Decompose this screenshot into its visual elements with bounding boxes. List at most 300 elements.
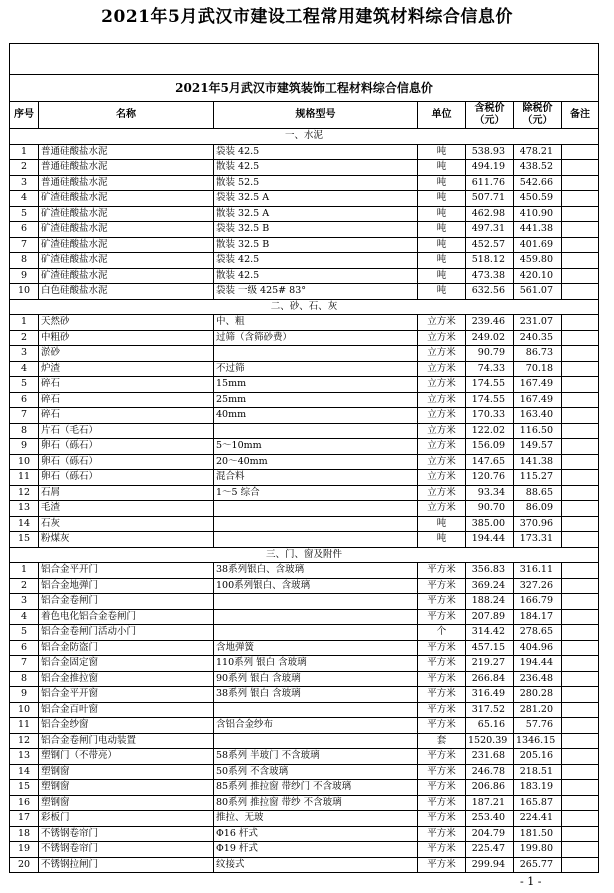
page-number: - 1 - [520, 875, 542, 888]
cell-spec [214, 594, 418, 610]
cell-unit: 吨 [418, 144, 466, 160]
cell-price-notax: 167.49 [514, 392, 562, 408]
cell-price-tax: 174.55 [466, 392, 514, 408]
cell-spec [214, 423, 418, 439]
cell-price-tax: 538.93 [466, 144, 514, 160]
cell-unit: 立方米 [418, 330, 466, 346]
cell-note [562, 237, 599, 253]
cell-note [562, 640, 599, 656]
cell-name: 铝合金平开窗 [39, 687, 214, 703]
cell-no: 8 [10, 253, 39, 269]
cell-price-notax: 183.19 [514, 780, 562, 796]
cell-note [562, 780, 599, 796]
cell-no: 2 [10, 578, 39, 594]
cell-price-notax: 280.28 [514, 687, 562, 703]
cell-name: 卵石（砾石） [39, 454, 214, 470]
table-row [10, 563, 599, 579]
table-row [10, 609, 599, 625]
cell-spec: 25mm [214, 392, 418, 408]
cell-unit: 平方米 [418, 578, 466, 594]
cell-name: 矿渣硅酸盐水泥 [39, 237, 214, 253]
cell-unit: 平方米 [418, 687, 466, 703]
cell-name: 矿渣硅酸盐水泥 [39, 191, 214, 207]
cell-name: 着色电化铝合金卷闸门 [39, 609, 214, 625]
cell-spec: 袋装 一级 425# 83° [214, 284, 418, 300]
cell-price-notax: 316.11 [514, 563, 562, 579]
cell-spec: 纹接式 [214, 857, 418, 873]
cell-price-tax: 239.46 [466, 315, 514, 331]
cell-spec [214, 609, 418, 625]
cell-price-tax: 457.15 [466, 640, 514, 656]
cell-name: 天然砂 [39, 315, 214, 331]
cell-note [562, 160, 599, 176]
cell-note [562, 749, 599, 765]
table-row [10, 144, 599, 160]
cell-price-notax: 167.49 [514, 377, 562, 393]
cell-spec: 袋装 32.5 A [214, 191, 418, 207]
cell-name: 毛渣 [39, 501, 214, 517]
cell-spec: 过筛（含筛砂费） [214, 330, 418, 346]
table-subtitle: 2021年5月武汉市建筑装饰工程材料综合信息价 [10, 75, 599, 102]
cell-price-tax: 462.98 [466, 206, 514, 222]
cell-unit: 吨 [418, 253, 466, 269]
cell-price-tax: 231.68 [466, 749, 514, 765]
cell-unit: 立方米 [418, 501, 466, 517]
cell-name: 卵石（砾石） [39, 439, 214, 455]
cell-price-tax: 246.78 [466, 764, 514, 780]
cell-unit: 立方米 [418, 408, 466, 424]
cell-spec: 5～10mm [214, 439, 418, 455]
cell-price-tax: 219.27 [466, 656, 514, 672]
cell-unit: 个 [418, 625, 466, 641]
cell-no: 5 [10, 625, 39, 641]
cell-spec: 中、粗 [214, 315, 418, 331]
column-header-row [10, 102, 599, 129]
cell-name: 淤砂 [39, 346, 214, 362]
table-row [10, 702, 599, 718]
cell-name: 不锈钢卷帘门 [39, 826, 214, 842]
table-row [10, 857, 599, 873]
cell-price-tax: 473.38 [466, 268, 514, 284]
table-row [10, 454, 599, 470]
cell-note [562, 687, 599, 703]
category-title: 二、砂、石、灰 [10, 299, 599, 315]
cell-price-tax: 93.34 [466, 485, 514, 501]
cell-name: 中粗砂 [39, 330, 214, 346]
cell-unit: 平方米 [418, 780, 466, 796]
cell-price-notax: 149.57 [514, 439, 562, 455]
cell-spec [214, 346, 418, 362]
category-row [10, 299, 599, 315]
cell-no: 14 [10, 516, 39, 532]
table-row [10, 795, 599, 811]
cell-note [562, 733, 599, 749]
cell-no: 17 [10, 811, 39, 827]
cell-spec: 含地弹簧 [214, 640, 418, 656]
cell-name: 铝合金推拉窗 [39, 671, 214, 687]
cell-name: 铝合金纱窗 [39, 718, 214, 734]
cell-name: 普通硅酸盐水泥 [39, 175, 214, 191]
cell-note [562, 284, 599, 300]
cell-price-notax: 173.31 [514, 532, 562, 548]
cell-price-notax: 86.73 [514, 346, 562, 362]
cell-name: 矿渣硅酸盐水泥 [39, 222, 214, 238]
header-name: 名称 [39, 102, 214, 129]
cell-spec [214, 733, 418, 749]
header-no: 序号 [10, 102, 39, 129]
cell-price-tax: 316.49 [466, 687, 514, 703]
cell-price-notax: 57.76 [514, 718, 562, 734]
cell-spec: 110系列 银白 含玻璃 [214, 656, 418, 672]
cell-spec: 袋装 32.5 B [214, 222, 418, 238]
cell-spec: 散装 52.5 [214, 175, 418, 191]
header-spec: 规格型号 [214, 102, 418, 129]
cell-name: 不锈钢卷帘门 [39, 842, 214, 858]
cell-name: 白色硅酸盐水泥 [39, 284, 214, 300]
cell-unit: 平方米 [418, 764, 466, 780]
cell-unit: 平方米 [418, 594, 466, 610]
cell-note [562, 485, 599, 501]
cell-price-tax: 452.57 [466, 237, 514, 253]
cell-name: 矿渣硅酸盐水泥 [39, 268, 214, 284]
cell-spec: 袋装 42.5 [214, 144, 418, 160]
cell-price-tax: 174.55 [466, 377, 514, 393]
table-row [10, 330, 599, 346]
cell-note [562, 408, 599, 424]
cell-no: 3 [10, 175, 39, 191]
cell-note [562, 795, 599, 811]
cell-price-tax: 1520.39 [466, 733, 514, 749]
table-row [10, 687, 599, 703]
cell-note [562, 826, 599, 842]
cell-name: 塑钢门（不带亮） [39, 749, 214, 765]
cell-price-tax: 156.09 [466, 439, 514, 455]
cell-no: 9 [10, 687, 39, 703]
cell-price-tax: 147.65 [466, 454, 514, 470]
cell-unit: 吨 [418, 206, 466, 222]
cell-spec [214, 625, 418, 641]
table-row [10, 640, 599, 656]
cell-name: 石屑 [39, 485, 214, 501]
cell-name: 卵石（砾石） [39, 470, 214, 486]
cell-spec: 90系列 银白 含玻璃 [214, 671, 418, 687]
cell-price-notax: 410.90 [514, 206, 562, 222]
category-row [10, 129, 599, 145]
cell-no: 12 [10, 733, 39, 749]
cell-price-tax: 369.24 [466, 578, 514, 594]
cell-no: 8 [10, 423, 39, 439]
cell-unit: 立方米 [418, 439, 466, 455]
cell-price-notax: 194.44 [514, 656, 562, 672]
cell-price-notax: 218.51 [514, 764, 562, 780]
table-row [10, 237, 599, 253]
cell-no: 2 [10, 330, 39, 346]
cell-price-notax: 561.07 [514, 284, 562, 300]
cell-price-tax: 90.79 [466, 346, 514, 362]
cell-name: 铝合金平开门 [39, 563, 214, 579]
cell-name: 不锈钢拉闸门 [39, 857, 214, 873]
cell-price-tax: 385.00 [466, 516, 514, 532]
cell-no: 2 [10, 160, 39, 176]
cell-note [562, 609, 599, 625]
cell-price-tax: 253.40 [466, 811, 514, 827]
table-row [10, 656, 599, 672]
cell-name: 铝合金固定窗 [39, 656, 214, 672]
cell-no: 6 [10, 640, 39, 656]
cell-name: 普通硅酸盐水泥 [39, 144, 214, 160]
cell-name: 普通硅酸盐水泥 [39, 160, 214, 176]
cell-unit: 平方米 [418, 749, 466, 765]
cell-price-tax: 122.02 [466, 423, 514, 439]
cell-unit: 平方米 [418, 609, 466, 625]
table-row [10, 315, 599, 331]
cell-price-notax: 166.79 [514, 594, 562, 610]
cell-spec: 散装 42.5 [214, 268, 418, 284]
cell-spec: 散装 32.5 A [214, 206, 418, 222]
cell-no: 18 [10, 826, 39, 842]
cell-no: 7 [10, 408, 39, 424]
table-row [10, 764, 599, 780]
table-row [10, 160, 599, 176]
cell-price-notax: 70.18 [514, 361, 562, 377]
cell-price-notax: 478.21 [514, 144, 562, 160]
cell-price-tax: 204.79 [466, 826, 514, 842]
cell-spec: 混合料 [214, 470, 418, 486]
cell-unit: 平方米 [418, 842, 466, 858]
table-row [10, 594, 599, 610]
header-price-tax: 含税价（元） [466, 102, 514, 129]
cell-unit: 平方米 [418, 795, 466, 811]
cell-unit: 吨 [418, 237, 466, 253]
cell-name: 塑钢窗 [39, 764, 214, 780]
cell-note [562, 315, 599, 331]
cell-no: 1 [10, 563, 39, 579]
cell-price-tax: 317.52 [466, 702, 514, 718]
category-row [10, 547, 599, 563]
cell-price-notax: 327.26 [514, 578, 562, 594]
cell-unit: 套 [418, 733, 466, 749]
cell-no: 11 [10, 718, 39, 734]
cell-spec: 15mm [214, 377, 418, 393]
cell-unit: 平方米 [418, 563, 466, 579]
cell-no: 10 [10, 284, 39, 300]
cell-note [562, 516, 599, 532]
cell-price-tax: 249.02 [466, 330, 514, 346]
cell-note [562, 656, 599, 672]
cell-name: 片石（毛石） [39, 423, 214, 439]
cell-unit: 吨 [418, 160, 466, 176]
cell-name: 粉煤灰 [39, 532, 214, 548]
cell-note [562, 594, 599, 610]
cell-note [562, 718, 599, 734]
cell-price-tax: 494.19 [466, 160, 514, 176]
table-row [10, 578, 599, 594]
cell-no: 15 [10, 532, 39, 548]
cell-unit: 吨 [418, 532, 466, 548]
category-title: 三、门、窗及附件 [10, 547, 599, 563]
cell-spec: Φ16 杆式 [214, 826, 418, 842]
cell-price-tax: 188.24 [466, 594, 514, 610]
table-row [10, 377, 599, 393]
cell-name: 塑钢窗 [39, 780, 214, 796]
cell-spec: 58系列 半玻门 不含玻璃 [214, 749, 418, 765]
cell-no: 5 [10, 206, 39, 222]
header-price-notax: 除税价（元） [514, 102, 562, 129]
table-row [10, 826, 599, 842]
cell-spec [214, 516, 418, 532]
cell-price-tax: 207.89 [466, 609, 514, 625]
cell-spec: 散装 32.5 B [214, 237, 418, 253]
cell-price-tax: 120.76 [466, 470, 514, 486]
cell-note [562, 268, 599, 284]
table-row [10, 268, 599, 284]
table-row [10, 191, 599, 207]
cell-no: 9 [10, 439, 39, 455]
cell-no: 7 [10, 237, 39, 253]
cell-unit: 平方米 [418, 811, 466, 827]
cell-unit: 平方米 [418, 656, 466, 672]
table-row [10, 253, 599, 269]
cell-unit: 立方米 [418, 454, 466, 470]
cell-note [562, 671, 599, 687]
cell-name: 碎石 [39, 392, 214, 408]
cell-spec: 100系列银白、含玻璃 [214, 578, 418, 594]
cell-unit: 平方米 [418, 718, 466, 734]
cell-no: 4 [10, 609, 39, 625]
cell-unit: 立方米 [418, 315, 466, 331]
cell-no: 4 [10, 191, 39, 207]
cell-spec: 38系列 银白 含玻璃 [214, 687, 418, 703]
cell-no: 13 [10, 749, 39, 765]
cell-note [562, 361, 599, 377]
table-row [10, 811, 599, 827]
cell-unit: 平方米 [418, 671, 466, 687]
table-row [10, 733, 599, 749]
cell-price-notax: 116.50 [514, 423, 562, 439]
cell-price-notax: 199.80 [514, 842, 562, 858]
cell-price-notax: 441.38 [514, 222, 562, 238]
cell-no: 3 [10, 594, 39, 610]
table-row [10, 470, 599, 486]
cell-no: 20 [10, 857, 39, 873]
cell-no: 14 [10, 764, 39, 780]
cell-price-tax: 497.31 [466, 222, 514, 238]
cell-name: 铝合金卷闸门电动装置 [39, 733, 214, 749]
cell-no: 12 [10, 485, 39, 501]
cell-note [562, 470, 599, 486]
cell-price-notax: 1346.15 [514, 733, 562, 749]
cell-price-tax: 206.86 [466, 780, 514, 796]
document-title: 2021年5月武汉市建设工程常用建筑材料综合信息价 [101, 7, 513, 27]
cell-price-notax: 236.48 [514, 671, 562, 687]
cell-note [562, 253, 599, 269]
cell-unit: 吨 [418, 222, 466, 238]
cell-note [562, 625, 599, 641]
cell-note [562, 222, 599, 238]
cell-price-tax: 187.21 [466, 795, 514, 811]
cell-price-tax: 194.44 [466, 532, 514, 548]
cell-price-tax: 632.56 [466, 284, 514, 300]
cell-no: 4 [10, 361, 39, 377]
table-row [10, 206, 599, 222]
cell-no: 11 [10, 470, 39, 486]
cell-note [562, 191, 599, 207]
cell-price-tax: 507.71 [466, 191, 514, 207]
cell-unit: 吨 [418, 191, 466, 207]
cell-name: 碎石 [39, 408, 214, 424]
cell-name: 铝合金百叶窗 [39, 702, 214, 718]
cell-unit: 立方米 [418, 423, 466, 439]
cell-price-notax: 278.65 [514, 625, 562, 641]
cell-price-notax: 370.96 [514, 516, 562, 532]
cell-unit: 立方米 [418, 346, 466, 362]
cell-name: 矿渣硅酸盐水泥 [39, 206, 214, 222]
cell-no: 6 [10, 392, 39, 408]
cell-no: 5 [10, 377, 39, 393]
cell-spec: 50系列 不含玻璃 [214, 764, 418, 780]
table-row [10, 284, 599, 300]
table-row [10, 842, 599, 858]
subtitle-row [10, 75, 599, 102]
cell-spec [214, 501, 418, 517]
cell-price-notax: 141.38 [514, 454, 562, 470]
table-row [10, 625, 599, 641]
cell-spec: 1～5 综合 [214, 485, 418, 501]
cell-unit: 平方米 [418, 857, 466, 873]
cell-name: 矿渣硅酸盐水泥 [39, 253, 214, 269]
cell-no: 1 [10, 315, 39, 331]
cell-price-notax: 265.77 [514, 857, 562, 873]
table-row [10, 175, 599, 191]
table-row [10, 346, 599, 362]
cell-spec: 85系列 推拉窗 带纱门 不含玻璃 [214, 780, 418, 796]
cell-note [562, 206, 599, 222]
cell-price-tax: 299.94 [466, 857, 514, 873]
cell-note [562, 764, 599, 780]
cell-note [562, 501, 599, 517]
cell-price-tax: 518.12 [466, 253, 514, 269]
cell-no: 8 [10, 671, 39, 687]
cell-unit: 立方米 [418, 485, 466, 501]
cell-price-notax: 231.07 [514, 315, 562, 331]
cell-price-tax: 314.42 [466, 625, 514, 641]
cell-unit: 立方米 [418, 361, 466, 377]
cell-price-tax: 90.70 [466, 501, 514, 517]
cell-no: 19 [10, 842, 39, 858]
cell-price-notax: 165.87 [514, 795, 562, 811]
cell-note [562, 392, 599, 408]
table-row [10, 532, 599, 548]
cell-unit: 立方米 [418, 377, 466, 393]
table-row [10, 718, 599, 734]
cell-price-tax: 266.84 [466, 671, 514, 687]
cell-price-notax: 438.52 [514, 160, 562, 176]
cell-unit: 平方米 [418, 826, 466, 842]
cell-unit: 吨 [418, 516, 466, 532]
cell-spec: 38系列银白、含玻璃 [214, 563, 418, 579]
cell-no: 10 [10, 454, 39, 470]
table-row [10, 516, 599, 532]
cell-no: 13 [10, 501, 39, 517]
table-row [10, 485, 599, 501]
cell-name: 铝合金地弹门 [39, 578, 214, 594]
blank-header-row [10, 44, 599, 75]
cell-note [562, 330, 599, 346]
cell-price-notax: 224.41 [514, 811, 562, 827]
cell-price-notax: 115.27 [514, 470, 562, 486]
cell-note [562, 702, 599, 718]
cell-name: 彩板门 [39, 811, 214, 827]
